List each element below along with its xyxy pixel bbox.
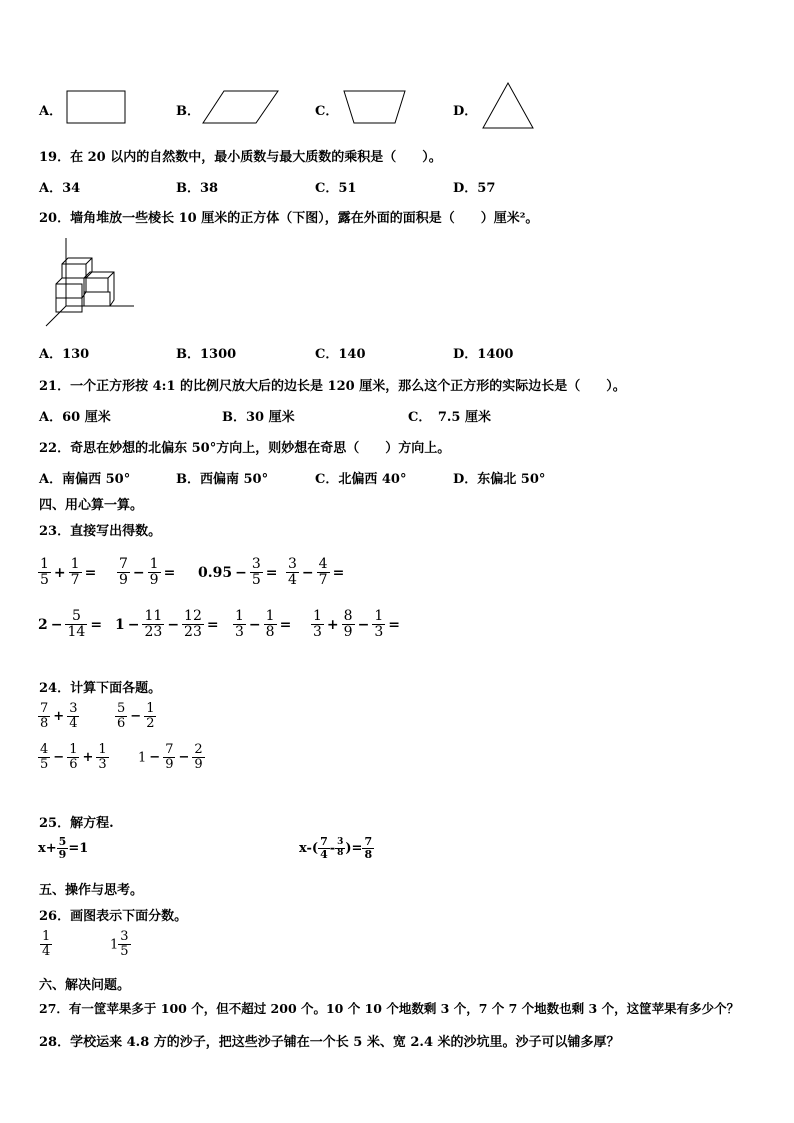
q23-expr-1: $\frac{1}{5}$ + $\frac{1}{7}$ = [40,556,97,589]
question-25: 25．解方程. [39,816,114,831]
q23-expr-3: 0.95 − $\frac{3}{5}$ = [198,556,278,589]
q23-expr-8: $\frac{1}{3}$ + $\frac{8}{9}$ − $\frac{1}{3}$ = [313,608,400,641]
question-24: 24．计算下面各题。 [39,681,162,696]
question-20: 20．墙角堆放一些棱长 10 厘米的正方体（下图），露在外面的面积是（ ）厘米²。 [39,211,539,226]
q25-equation-1: x+ $\frac{5}{9}$ =1 [38,835,89,862]
question-26: 26．画图表示下面分数。 [39,909,188,924]
q24-expr-2: $\frac{5}{6}$ − $\frac{1}{2}$ [117,701,155,732]
section-6-heading: 六、解决问题。 [39,978,131,993]
q20-option-d: D．1400 [453,347,514,362]
question-23: 23．直接写出得数。 [39,524,162,539]
q19-option-a: A．34 [39,181,81,196]
q26-fraction-2: 1 $\frac{3}{5}$ [110,929,129,960]
q20-option-a: A．130 [39,347,90,362]
q21-option-b: B．30 厘米 [222,410,295,425]
q19-option-d: D．57 [453,181,496,196]
section-5-heading: 五、操作与思考。 [39,883,144,898]
question-22: 22．奇思在妙想的北偏东 50°方向上，则妙想在奇思（ ）方向上。 [39,441,451,456]
question-28: 28．学校运来 4.8 方的沙子，把这些沙子铺在一个长 5 米、宽 2.4 米的沙坑里。沙子可以铺多厚？ [39,1035,620,1050]
q24-expr-4: 1 − $\frac{7}{9}$ − $\frac{2}{9}$ [138,742,203,773]
parallelogram-shape [202,90,280,124]
q20-option-b: B．1300 [176,347,237,362]
q22-option-a: A．南偏西 50° [39,472,131,487]
q24-expr-1: $\frac{7}{8}$ + $\frac{3}{4}$ [40,701,78,732]
question-27: 27．有一筐苹果多于 100 个，但不超过 200 个。10 个 10 个地数剩 3 个，7 个 7 个地数也剩 3 个，这筐苹果有多少个？ [39,1001,740,1016]
q24-expr-3: $\frac{4}{5}$ − $\frac{1}{6}$ + $\frac{1}{3}$ [40,742,107,773]
q23-expr-4: $\frac{3}{4}$ − $\frac{4}{7}$ = [288,556,345,589]
q23-expr-6: 1 − $\frac{11}{23}$ − $\frac{12}{23}$ = [115,608,219,641]
q21-option-c: C． 7.5 厘米 [408,410,491,425]
question-19: 19．在 20 以内的自然数中，最小质数与最大质数的乘积是（ ）。 [39,150,442,165]
rectangle-shape [66,90,128,124]
option-a-label: A． [39,104,63,119]
q23-expr-2: $\frac{7}{9}$ − $\frac{1}{9}$ = [119,556,176,589]
option-c-label: C． [315,104,339,119]
q26-fraction-1: $\frac{1}{4}$ [42,929,51,960]
trapezoid-shape [343,90,407,124]
stacked-cubes-figure [44,238,139,330]
triangle-shape [482,82,534,130]
q22-option-c: C．北偏西 40° [315,472,407,487]
section-4-heading: 四、用心算一算。 [39,498,144,513]
q19-option-c: C．51 [315,181,357,196]
q25-equation-2: x-( $\frac{7}{4}$ - $\frac{3}{8}$ )= $\frac{7}{8}$ [299,835,373,862]
q19-option-b: B．38 [176,181,219,196]
q22-option-d: D．东偏北 50° [453,472,546,487]
q20-option-c: C．140 [315,347,366,362]
q23-expr-7: $\frac{1}{3}$ − $\frac{1}{8}$ = [235,608,292,641]
option-d-label: D． [453,104,478,119]
q23-expr-5: 2 − $\frac{5}{14}$ = [38,608,103,641]
question-21: 21．一个正方形按 4:1 的比例尺放大后的边长是 120 厘米，那么这个正方形的实际边长是（ ）。 [39,379,626,394]
q21-option-a: A．60 厘米 [39,410,111,425]
q22-option-b: B．西偏南 50° [176,472,269,487]
option-b-label: B． [176,104,200,119]
